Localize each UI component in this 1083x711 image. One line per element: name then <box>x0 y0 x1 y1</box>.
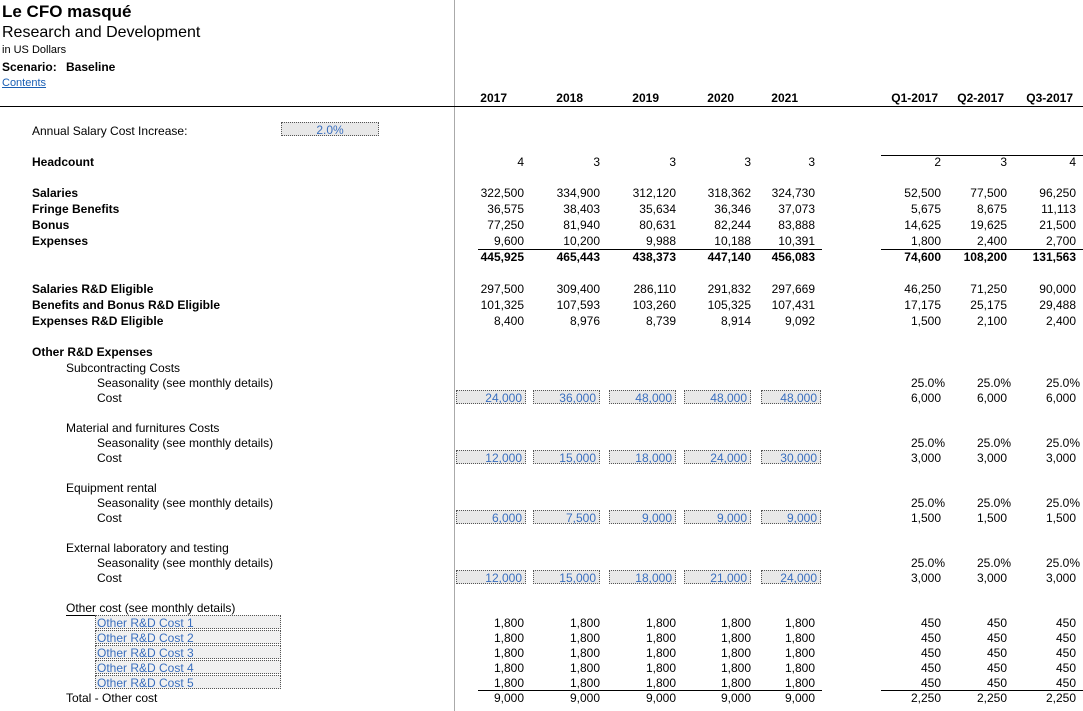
eligible-row-label: Expenses R&D Eligible <box>32 314 164 328</box>
other-cost-year-value: 1,800 <box>493 631 524 645</box>
headcount-year-value: 3 <box>808 155 815 169</box>
headcount-quarter-value: 3 <box>1000 155 1007 169</box>
quarter-cost-value: 3,000 <box>910 451 941 465</box>
cost-year-value: 81,940 <box>563 218 600 232</box>
scenario-value: Baseline <box>66 60 116 74</box>
cost-total-quarter: 74,600 <box>904 250 941 264</box>
other-cost-quarter-value: 450 <box>986 676 1007 690</box>
annual-cost-input[interactable]: 7,500 <box>533 510 600 524</box>
seasonality-percent: 25.0% <box>910 376 945 390</box>
cost-quarter-value: 1,800 <box>910 234 941 248</box>
other-cost-year-value: 1,800 <box>784 676 815 690</box>
cost-quarter-value: 5,675 <box>910 202 941 216</box>
quarter-cost-value: 1,500 <box>1045 511 1076 525</box>
cost-quarter-value: 52,500 <box>904 186 941 200</box>
cost-quarter-value: 21,500 <box>1039 218 1076 232</box>
cost-quarter-value: 2,700 <box>1045 234 1076 248</box>
other-cost-year-value: 1,800 <box>784 631 815 645</box>
other-cost-year-value: 1,800 <box>493 616 524 630</box>
eligible-quarter-value: 46,250 <box>904 282 941 296</box>
other-cost-year-value: 1,800 <box>493 676 524 690</box>
contents-link[interactable]: Contents <box>2 77 47 89</box>
other-cost-label-input[interactable]: Other R&D Cost 4 <box>95 660 281 674</box>
annual-cost-input[interactable]: 30,000 <box>761 450 821 464</box>
cost-total-quarter: 131,563 <box>1032 250 1076 264</box>
other-cost-label-input[interactable]: Other R&D Cost 3 <box>95 645 281 659</box>
cost-year-value: 9,988 <box>645 234 676 248</box>
seasonality-percent: 25.0% <box>976 556 1011 570</box>
cost-year-value: 10,188 <box>714 234 751 248</box>
other-cost-label-input[interactable]: Other R&D Cost 2 <box>95 630 281 644</box>
annual-cost-input[interactable]: 36,000 <box>533 390 600 404</box>
other-cost-year-value: 1,800 <box>720 631 751 645</box>
eligible-year-value: 101,325 <box>480 298 524 312</box>
cost-year-value: 334,900 <box>556 186 600 200</box>
eligible-quarter-value: 71,250 <box>970 282 1007 296</box>
annual-cost-input[interactable]: 6,000 <box>456 510 526 524</box>
eligible-year-value: 291,832 <box>707 282 751 296</box>
other-cost-year-value: 1,800 <box>784 616 815 630</box>
other-cost-year-value: 1,800 <box>645 616 676 630</box>
eligible-year-value: 309,400 <box>556 282 600 296</box>
cost-year-value: 312,120 <box>632 186 676 200</box>
annual-cost-input[interactable]: 24,000 <box>456 390 526 404</box>
other-cost-year-value: 1,800 <box>569 631 600 645</box>
seasonality-percent: 25.0% <box>910 556 945 570</box>
eligible-year-value: 9,092 <box>784 314 815 328</box>
other-cost-year-value: 1,800 <box>784 661 815 675</box>
eligible-quarter-value: 25,175 <box>970 298 1007 312</box>
other-cost-quarter-value: 450 <box>1055 661 1076 675</box>
cost-quarter-value: 11,113 <box>1041 202 1076 216</box>
cost-quarter-value: 2,400 <box>976 234 1007 248</box>
year-header: 2018 <box>556 91 583 105</box>
seasonality-label: Seasonality (see monthly details) <box>97 556 274 570</box>
other-cost-year-value: 1,800 <box>784 646 815 660</box>
seasonality-percent: 25.0% <box>1045 496 1080 510</box>
annual-cost-input[interactable]: 9,000 <box>684 510 751 524</box>
eligible-quarter-value: 1,500 <box>910 314 941 328</box>
quarter-cost-value: 3,000 <box>910 571 941 585</box>
seasonality-label: Seasonality (see monthly details) <box>97 376 274 390</box>
other-cost-year-value: 1,800 <box>720 676 751 690</box>
eligible-quarter-value: 90,000 <box>1039 282 1076 296</box>
other-cost-quarter-value: 450 <box>986 646 1007 660</box>
cost-quarter-value: 8,675 <box>976 202 1007 216</box>
cost-year-value: 10,200 <box>563 234 600 248</box>
annual-cost-input[interactable]: 21,000 <box>684 570 751 584</box>
quarter-cost-value: 1,500 <box>910 511 941 525</box>
year-header: 2019 <box>632 91 659 105</box>
eligible-quarter-value: 2,400 <box>1045 314 1076 328</box>
other-cost-quarter-value: 450 <box>1055 646 1076 660</box>
other-cost-year-value: 1,800 <box>569 646 600 660</box>
annual-cost-input[interactable]: 48,000 <box>609 390 676 404</box>
quarter-cost-value: 3,000 <box>976 571 1007 585</box>
quarter-cost-value: 3,000 <box>1045 451 1076 465</box>
headcount-label: Headcount <box>32 155 95 169</box>
cost-total-year: 456,083 <box>771 250 815 264</box>
cost-row-label: Fringe Benefits <box>32 202 120 216</box>
other-cost-total-year: 9,000 <box>784 691 815 705</box>
expense-group-name: Subcontracting Costs <box>66 361 181 375</box>
seasonality-percent: 25.0% <box>1045 376 1080 390</box>
seasonality-percent: 25.0% <box>910 496 945 510</box>
headcount-quarter-value: 2 <box>934 155 941 169</box>
other-cost-total-year: 9,000 <box>493 691 524 705</box>
other-cost-quarter-value: 450 <box>920 661 941 675</box>
other-cost-total-year: 9,000 <box>569 691 600 705</box>
other-cost-total-quarter: 2,250 <box>1045 691 1076 705</box>
other-cost-year-value: 1,800 <box>569 676 600 690</box>
eligible-year-value: 8,976 <box>569 314 600 328</box>
annual-cost-input[interactable]: 24,000 <box>684 450 751 464</box>
cost-label: Cost <box>97 451 122 465</box>
other-cost-total-label: Total - Other cost <box>66 691 158 705</box>
annual-cost-input[interactable]: 9,000 <box>761 510 821 524</box>
eligible-year-value: 8,400 <box>493 314 524 328</box>
header-underline <box>0 106 1083 107</box>
other-cost-year-value: 1,800 <box>493 646 524 660</box>
expense-group-name: External laboratory and testing <box>66 541 229 555</box>
seasonality-percent: 25.0% <box>910 436 945 450</box>
annual-cost-input[interactable]: 48,000 <box>761 390 821 404</box>
cost-total-year: 447,140 <box>707 250 751 264</box>
quarter-cost-value: 3,000 <box>976 451 1007 465</box>
cost-year-value: 77,250 <box>487 218 524 232</box>
eligible-year-value: 103,260 <box>632 298 676 312</box>
other-cost-quarter-value: 450 <box>986 631 1007 645</box>
headcount-year-value: 3 <box>593 155 600 169</box>
eligible-row-label: Benefits and Bonus R&D Eligible <box>32 298 221 312</box>
other-cost-year-value: 1,800 <box>720 616 751 630</box>
eligible-year-value: 107,593 <box>556 298 600 312</box>
other-cost-year-value: 1,800 <box>569 616 600 630</box>
eligible-year-value: 286,110 <box>633 282 676 296</box>
annual-cost-input[interactable]: 12,000 <box>456 570 526 584</box>
expense-group-name: Equipment rental <box>66 481 157 495</box>
annual-cost-input[interactable]: 48,000 <box>684 390 751 404</box>
cost-label: Cost <box>97 391 122 405</box>
other-expenses-heading: Other R&D Expenses <box>32 345 153 359</box>
seasonality-label: Seasonality (see monthly details) <box>97 496 274 510</box>
cost-row-label: Expenses <box>32 234 89 248</box>
annual-cost-input[interactable]: 24,000 <box>761 570 821 584</box>
salary-increase-input[interactable]: 2.0% <box>281 122 379 136</box>
seasonality-percent: 25.0% <box>976 496 1011 510</box>
currency-note: in US Dollars <box>2 44 67 56</box>
annual-cost-input[interactable]: 18,000 <box>609 570 676 584</box>
other-cost-year-value: 1,800 <box>569 661 600 675</box>
scenario-label: Scenario: <box>2 60 57 74</box>
seasonality-percent: 25.0% <box>976 376 1011 390</box>
annual-cost-input[interactable]: 15,000 <box>533 450 600 464</box>
annual-cost-input[interactable]: 12,000 <box>456 450 526 464</box>
annual-cost-input[interactable]: 9,000 <box>609 510 676 524</box>
other-cost-total-year: 9,000 <box>645 691 676 705</box>
other-cost-label-input[interactable]: Other R&D Cost 5 <box>95 675 281 689</box>
headcount-quarter-value: 4 <box>1069 155 1076 169</box>
cost-label: Cost <box>97 511 122 525</box>
year-header: 2017 <box>480 91 507 105</box>
other-cost-year-value: 1,800 <box>720 661 751 675</box>
cost-label: Cost <box>97 571 122 585</box>
cost-year-value: 322,500 <box>480 186 524 200</box>
other-cost-quarter-value: 450 <box>920 631 941 645</box>
eligible-year-value: 8,914 <box>720 314 751 328</box>
seasonality-label: Seasonality (see monthly details) <box>97 436 274 450</box>
cost-quarter-value: 96,250 <box>1039 186 1076 200</box>
headcount-year-value: 3 <box>669 155 676 169</box>
cost-year-value: 37,073 <box>778 202 815 216</box>
headcount-year-value: 4 <box>517 155 524 169</box>
cost-year-value: 36,346 <box>714 202 751 216</box>
eligible-year-value: 297,500 <box>480 282 524 296</box>
eligible-year-value: 8,739 <box>645 314 676 328</box>
cost-year-value: 83,888 <box>778 218 815 232</box>
eligible-year-value: 107,431 <box>771 298 815 312</box>
other-cost-year-value: 1,800 <box>645 631 676 645</box>
expense-group-name: Material and furnitures Costs <box>66 421 220 435</box>
other-cost-quarter-value: 450 <box>920 646 941 660</box>
cost-total-year: 438,373 <box>632 250 676 264</box>
quarter-cost-value: 6,000 <box>976 391 1007 405</box>
quarter-cost-value: 6,000 <box>1045 391 1076 405</box>
other-cost-total-quarter: 2,250 <box>910 691 941 705</box>
quarter-cost-value: 6,000 <box>910 391 941 405</box>
eligible-year-value: 297,669 <box>771 282 815 296</box>
cost-year-value: 9,600 <box>493 234 524 248</box>
other-cost-year-value: 1,800 <box>720 646 751 660</box>
year-header: 2020 <box>707 91 734 105</box>
cost-year-value: 35,634 <box>639 202 676 216</box>
quarter-header: Q2-2017 <box>957 91 1004 105</box>
other-cost-quarter-value: 450 <box>1055 616 1076 630</box>
cost-total-quarter: 108,200 <box>963 250 1007 264</box>
other-cost-total-quarter: 2,250 <box>976 691 1007 705</box>
cost-year-value: 324,730 <box>771 186 815 200</box>
other-cost-heading: Other cost (see monthly details) <box>66 601 236 615</box>
quarter-header: Q1-2017 <box>891 91 938 105</box>
headcount-year-value: 3 <box>744 155 751 169</box>
other-cost-label-input[interactable]: Other R&D Cost 1 <box>95 615 281 629</box>
year-header: 2021 <box>771 91 798 105</box>
seasonality-percent: 25.0% <box>1045 556 1080 570</box>
other-cost-total-year: 9,000 <box>720 691 751 705</box>
other-cost-quarter-value: 450 <box>920 676 941 690</box>
quarter-header: Q3-2017 <box>1026 91 1073 105</box>
eligible-year-value: 105,325 <box>707 298 751 312</box>
eligible-quarter-value: 2,100 <box>976 314 1007 328</box>
seasonality-percent: 25.0% <box>976 436 1011 450</box>
annual-cost-input[interactable]: 15,000 <box>533 570 600 584</box>
cost-row-label: Bonus <box>32 218 70 232</box>
other-cost-year-value: 1,800 <box>645 676 676 690</box>
other-cost-quarter-value: 450 <box>920 616 941 630</box>
seasonality-percent: 25.0% <box>1045 436 1080 450</box>
eligible-quarter-value: 17,175 <box>904 298 941 312</box>
cost-year-value: 36,575 <box>487 202 524 216</box>
cost-row-label: Salaries <box>32 186 79 200</box>
other-cost-quarter-value: 450 <box>1055 631 1076 645</box>
eligible-row-label: Salaries R&D Eligible <box>32 282 154 296</box>
cost-year-value: 80,631 <box>639 218 676 232</box>
cost-year-value: 318,362 <box>707 186 751 200</box>
other-cost-year-value: 1,800 <box>645 661 676 675</box>
annual-cost-input[interactable]: 18,000 <box>609 450 676 464</box>
salary-increase-label: Annual Salary Cost Increase: <box>32 124 188 138</box>
cost-year-value: 10,391 <box>778 234 815 248</box>
cost-total-year: 465,443 <box>556 250 600 264</box>
eligible-quarter-value: 29,488 <box>1039 298 1076 312</box>
other-cost-year-value: 1,800 <box>493 661 524 675</box>
cost-quarter-value: 77,500 <box>970 186 1007 200</box>
cost-quarter-value: 14,625 <box>904 218 941 232</box>
cost-total-year: 445,925 <box>480 250 524 264</box>
other-cost-quarter-value: 450 <box>986 661 1007 675</box>
company-name: Le CFO masqué <box>2 2 132 21</box>
quarter-cost-value: 3,000 <box>1045 571 1076 585</box>
cost-year-value: 82,244 <box>714 218 751 232</box>
other-cost-quarter-value: 450 <box>986 616 1007 630</box>
other-cost-year-value: 1,800 <box>645 646 676 660</box>
other-cost-quarter-value: 450 <box>1055 676 1076 690</box>
cost-quarter-value: 19,625 <box>970 218 1007 232</box>
cost-year-value: 38,403 <box>563 202 600 216</box>
quarter-cost-value: 1,500 <box>976 511 1007 525</box>
page-title: Research and Development <box>2 24 201 41</box>
